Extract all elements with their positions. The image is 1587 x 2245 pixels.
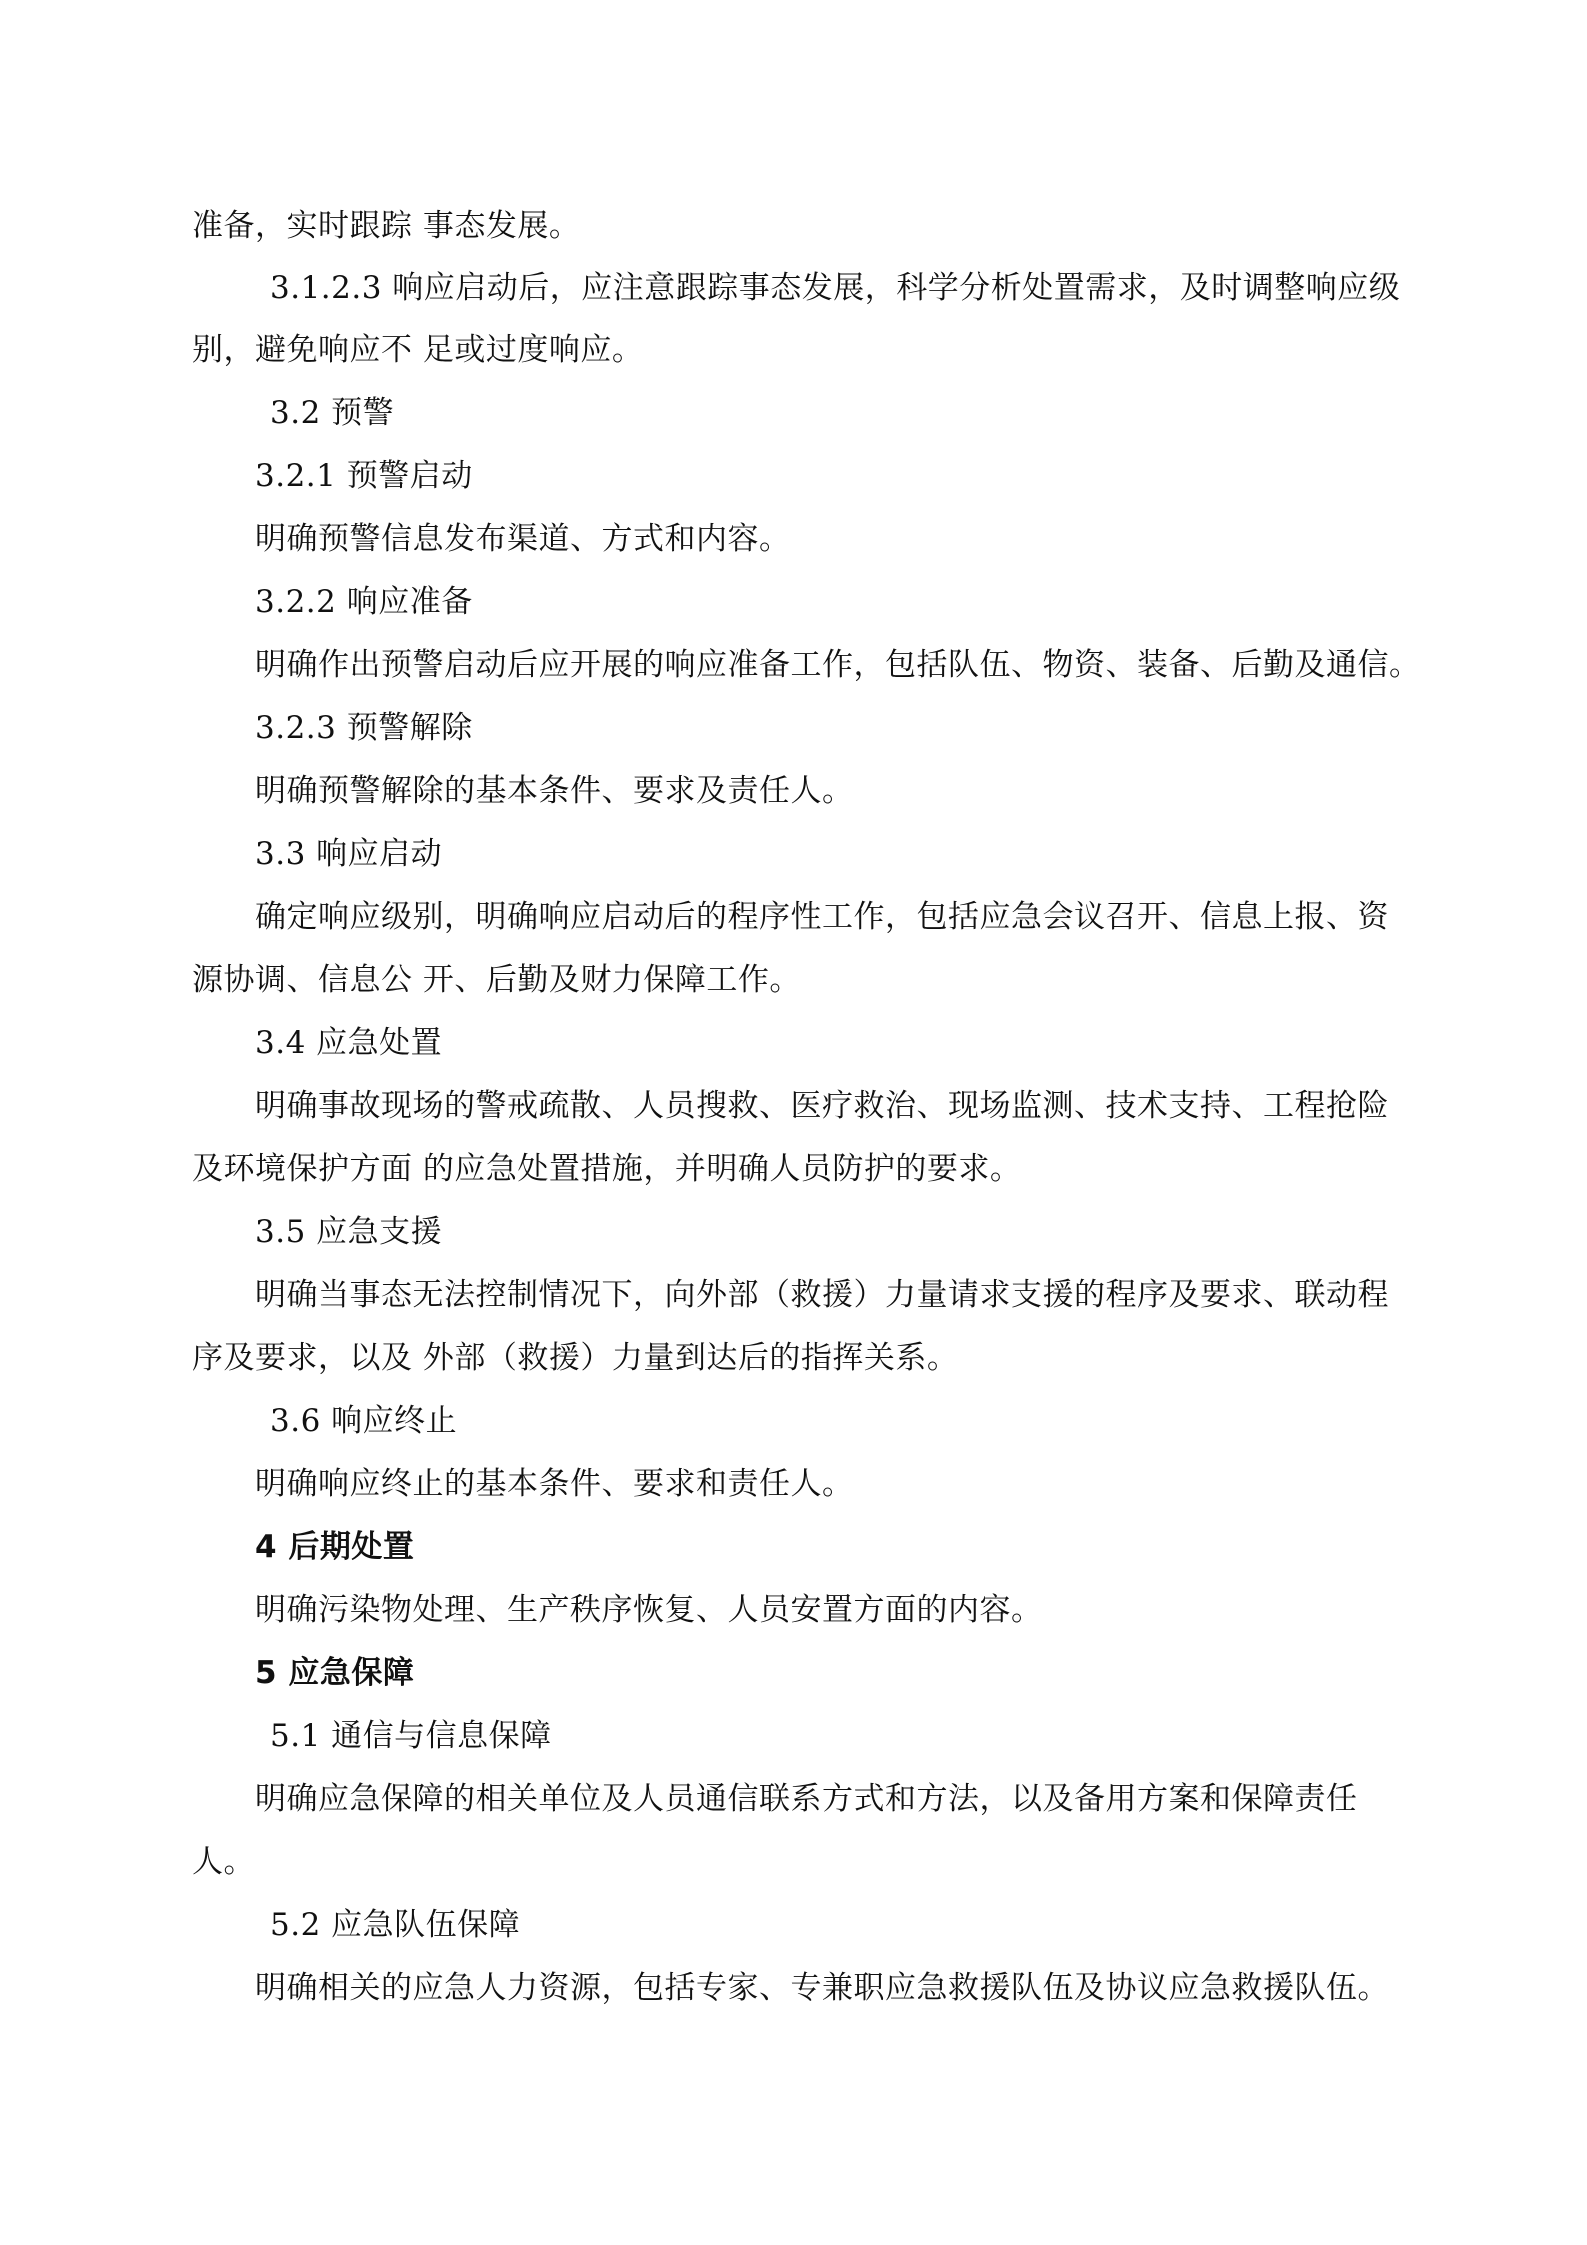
section-heading: 3.4 应急处置 — [255, 1025, 443, 1061]
text-line: 明确当事态无法控制情况下，向外部（救援）力量请求支援的程序及要求、联动程 — [255, 1277, 1389, 1313]
section-heading: 3.2.2 响应准备 — [255, 584, 473, 620]
text-line: 明确预警信息发布渠道、方式和内容。 — [255, 521, 791, 557]
section-heading: 3.2.3 预警解除 — [255, 710, 473, 746]
text-line: 明确响应终止的基本条件、要求和责任人。 — [255, 1466, 854, 1502]
text-line: 明确预警解除的基本条件、要求及责任人。 — [255, 773, 854, 809]
text-line: 确定响应级别，明确响应启动后的程序性工作，包括应急会议召开、信息上报、资 — [255, 899, 1389, 935]
section-heading: 3.5 应急支援 — [255, 1214, 443, 1250]
chapter-heading: 5 应急保障 — [255, 1655, 415, 1691]
text-line: 3.1.2.3 响应启动后，应注意跟踪事态发展，科学分析处置需求，及时调整响应级 — [270, 270, 1401, 306]
text-line: 明确污染物处理、生产秩序恢复、人员安置方面的内容。 — [255, 1592, 1043, 1628]
chapter-heading: 4 后期处置 — [255, 1529, 415, 1565]
section-heading: 5.1 通信与信息保障 — [270, 1718, 552, 1754]
text-line: 准备，实时跟踪 事态发展。 — [192, 208, 581, 244]
text-line: 明确相关的应急人力资源，包括专家、专兼职应急救援队伍及协议应急救援队伍。 — [255, 1970, 1389, 2006]
section-heading: 5.2 应急队伍保障 — [270, 1907, 521, 1943]
section-heading: 3.2 预警 — [270, 395, 395, 431]
text-line: 源协调、信息公 开、后勤及财力保障工作。 — [192, 962, 801, 998]
text-line: 明确事故现场的警戒疏散、人员搜救、医疗救治、现场监测、技术支持、工程抢险 — [255, 1088, 1389, 1124]
section-heading: 3.3 响应启动 — [255, 836, 443, 872]
text-line: 明确应急保障的相关单位及人员通信联系方式和方法，以及备用方案和保障责任 — [255, 1781, 1358, 1817]
section-heading: 3.2.1 预警启动 — [255, 458, 473, 494]
text-line: 及环境保护方面 的应急处置措施，并明确人员防护的要求。 — [192, 1151, 1022, 1187]
text-line: 明确作出预警启动后应开展的响应准备工作，包括队伍、物资、装备、后勤及通信。 — [255, 647, 1421, 683]
text-line: 序及要求，以及 外部（救援）力量到达后的指挥关系。 — [192, 1340, 959, 1376]
section-heading: 3.6 响应终止 — [270, 1403, 458, 1439]
text-line: 别，避免响应不 足或过度响应。 — [192, 332, 644, 368]
text-line: 人。 — [192, 1844, 255, 1880]
